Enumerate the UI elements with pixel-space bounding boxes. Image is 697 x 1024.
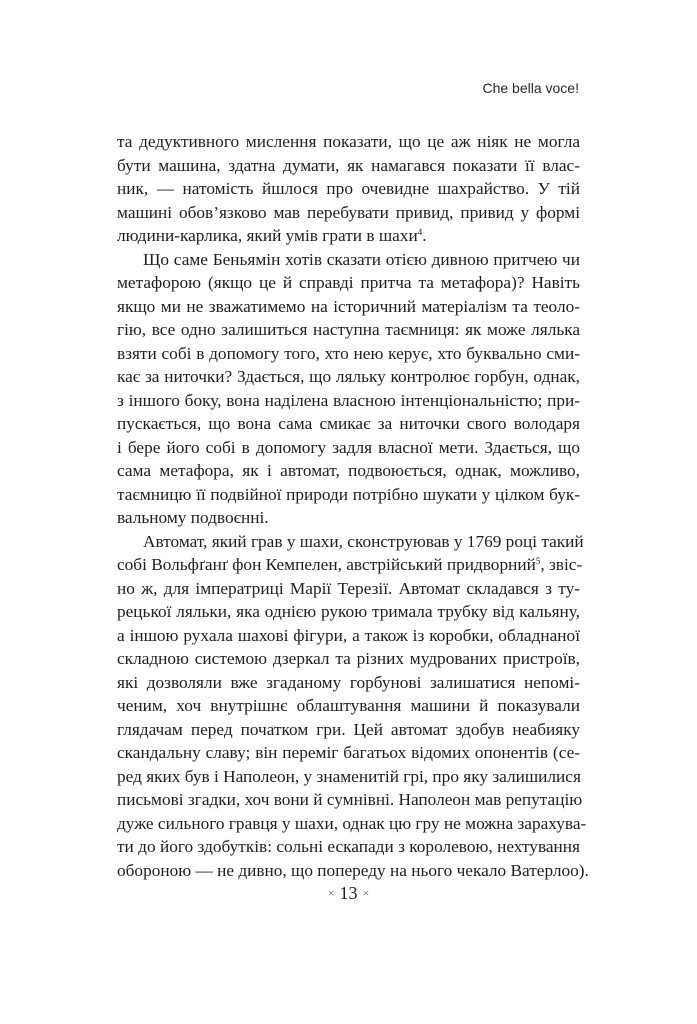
text-line: письмові згадки, хоч вони й сумнівні. Наполеон мав репутацію [117,790,583,809]
text-line-content: людини-карлика, який умів грати в шахи [117,226,418,245]
text-line: з іншого боку, вона наділена власною інтенціональністю; при- [117,390,580,410]
text-line: кає за ниточки? Здається, що ляльку контролює горбун, однак, [117,367,580,386]
text-line: а іншою рухала шахові фігури, а також із коробки, обладнаної [117,625,580,645]
footnote-ref-5[interactable]: 5 [535,556,541,566]
paragraph-1 [117,130,580,248]
ornament-left: × [327,886,335,900]
paragraph-2 [117,248,580,530]
text-line: глядачам перед початком гри. Цей автомат здобув неабияку [117,719,580,739]
ornament-right: × [362,886,370,900]
text-line: Що саме Беньямін хотів сказати отією дивною притчею чи [143,249,580,269]
text-line: метафорою (якщо це й справді притча та метафора)? Навіть [117,273,580,292]
text-line: якщо ми не зважатимемо на історичний матеріалізм та теоло- [117,296,580,316]
text-line: і бере його собі в допомогу задля власної мети. Здається, що [117,437,580,457]
running-header: Che bella voce! [482,80,579,96]
page-number [0,883,697,904]
text-line: машині обов’язково мав перебувати привид, привид у формі [117,202,580,222]
footnote-ref-4[interactable]: 4 [417,227,423,237]
text-line: ти до його здобутків: сольні ескапади з королевою, нехтування [117,837,580,856]
text-line: Автомат, який грав у шахи, сконструював у 1769 році такий [143,531,584,551]
text-line: ред яких був і Наполеон, у знаменитій грі, про яку залишилися [117,766,581,786]
text-line: та дедуктивного мислення показати, що це аж ніяк не могла [117,132,580,151]
text-line [117,577,580,601]
text-line: скандальну славу; він переміг багатьох відомих опонентів (се- [117,743,580,762]
text-line: які дозволяли вже згаданому горбунові залишатися непомі- [117,672,580,692]
text-line-content: собі Вольфґанґ фон Кемпелен, австрійський придворний [117,555,536,574]
text-line: вальному подвоєнні. [117,508,269,527]
page-number-value: 13 [339,883,358,903]
paragraph-3 [117,530,589,883]
text-line: таємницю її подвійної природи потрібно шукати у цілком бук- [117,484,580,504]
text-line: ник, — натомість йшлося про очевидне шахрайство. У тій [117,179,580,198]
text-line: бути машина, здатна думати, як намагався показати її влас- [117,155,580,175]
text-line [117,553,583,577]
text-line: людини-карлика, який умів грати в шахи$^4$. [117,226,427,245]
text-line: складною системою дзеркал та різних мудрованих пристроїв, [117,649,580,668]
text-line: гію, все одно залишиться наступна таємниця: як може лялька [117,320,580,339]
text-line: взяти собі в допомогу того, хто нею керує, хто буквально сми- [117,343,580,363]
text-line-continuation: , звіс- [540,555,583,574]
body-text [117,130,589,882]
text-line: обороною — не дивно, що попереду на нього чекало Ватерлоо). [117,860,589,880]
text-line: рецької ляльки, яка однією рукою тримала трубку від кальяну, [117,602,580,621]
text-line: дуже сильного гравця у шахи, однак цю гру не можна зарахува- [117,813,587,833]
text-line: ченим, хоч внутрішнє облаштування машини й показували [117,696,580,715]
text-line: пускається, що вона сама смикає за ниточки свого володаря [117,414,580,433]
text-line-content: ж, для імператриці Марії Терезії. Автомат складався з ту- [141,578,580,598]
hyphen-continuation: но [117,578,135,598]
text-line: сама метафора, як і автомат, подвоюється, однак, можливо, [117,461,580,480]
